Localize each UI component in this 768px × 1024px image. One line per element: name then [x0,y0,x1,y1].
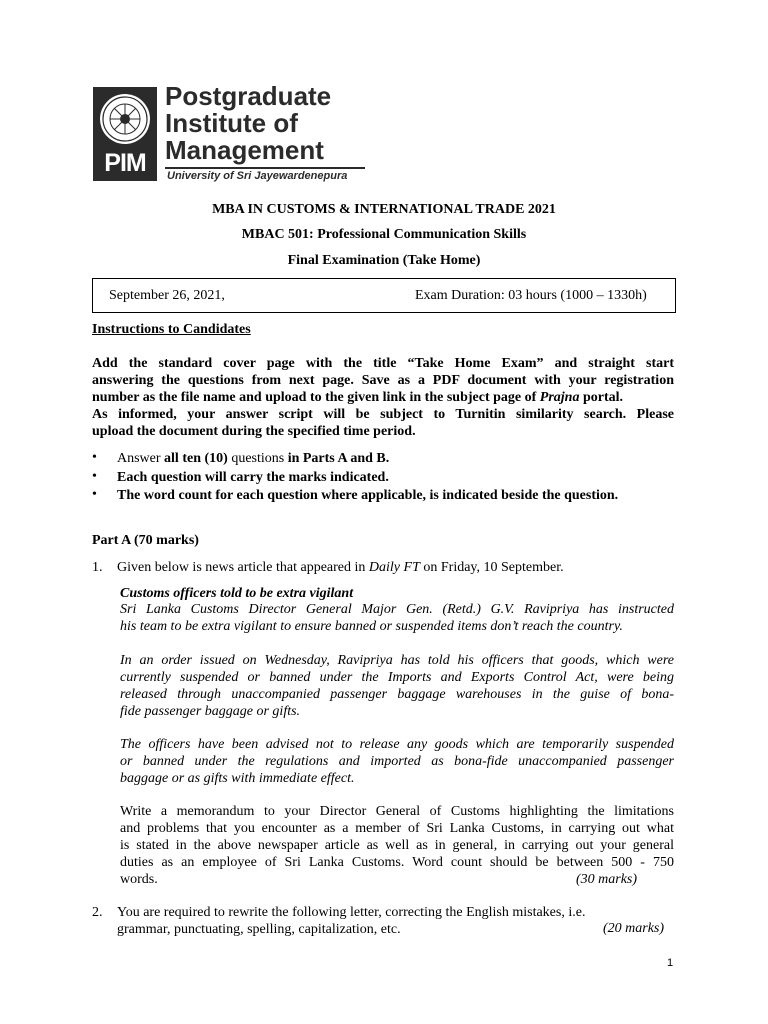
question-2-line: You are required to rewrite the following letter, correcting the English mistakes, i.e. [117,905,586,920]
logo-abbreviation: PIM [104,149,146,177]
part-a-heading: Part A (70 marks) [92,533,199,548]
article-line: released through unaccompanied passenger baggage warehouses in the guise of bona- [120,687,674,702]
question-2-marks: (20 marks) [603,921,665,936]
instructions-heading: Instructions to Candidates [92,322,251,337]
exam-title: Final Examination (Take Home) [287,253,481,268]
institute-logo [93,81,368,183]
bullet-dot: • [92,469,97,484]
question-1-task: words. [120,872,158,887]
exam-duration: Exam Duration: 03 hours (1000 – 1330h) [415,288,647,303]
logo-emblem [93,87,157,181]
question-number: 1. [92,560,103,575]
instruction-bullet: The word count for each question where applicable, is indicated beside the question. [117,488,619,503]
question-2-line: grammar, punctuating, spelling, capitalization, etc. [117,922,401,937]
question-1-task: and problems that you encounter as a member of Sri Lanka Customs, in carrying out what [120,821,674,836]
bullet-dot: • [92,487,97,502]
bullet-dot: • [92,450,97,465]
logo-institute-name: Postgraduate Institute of Management [165,81,332,165]
article-line: or banned under the regulations and imported as bona-fide unaccompanied passenger [120,754,674,769]
question-1-task: is stated in the above newspaper article as well as in general, in carrying out your general [120,838,674,853]
article-line: his team to be extra vigilant to ensure banned or suspended items don’t reach the country. [120,619,623,634]
logo-university: University of Sri Jayewardenepura [167,170,348,182]
question-1-marks: (30 marks) [576,872,638,887]
instructions-line: answering the questions from next page. Save as a PDF document with your registration [92,373,674,388]
question-1-task: duties as an employee of Sri Lanka Customs. Word count should be between 500 - 750 [120,855,674,870]
page-number: 1 [667,957,674,969]
question-1-intro: Given below is news article that appeared in Daily FT on Friday, 10 September. [117,560,564,575]
article-line: Sri Lanka Customs Director General Major Gen. (Retd.) G.V. Ravipriya has instructed [120,602,674,617]
exam-date: September 26, 2021, [109,288,225,303]
instructions-line: Add the standard cover page with the title “Take Home Exam” and straight start [92,356,674,371]
program-title: MBA IN CUSTOMS & INTERNATIONAL TRADE 2021 [212,202,556,217]
logo-divider [165,167,365,169]
article-title: Customs officers told to be extra vigilant [120,586,354,601]
instruction-bullet: Each question will carry the marks indicated. [117,470,389,485]
article-line: In an order issued on Wednesday, Ravipriya has told his officers that goods, which were [120,653,674,668]
exam-date-box [92,278,676,313]
article-line: currently suspended or banned under the Imports and Exports Control Act, were being [120,670,674,685]
article-line: fide passenger baggage or gifts. [120,704,301,719]
instructions-line: number as the file name and upload to the given link in the subject page of Prajna portal. [92,390,624,405]
question-number: 2. [92,905,103,920]
instructions-line: upload the document during the specified time period. [92,424,416,439]
article-line: The officers have been advised not to release any goods which are temporarily suspended [120,737,674,752]
article-line: baggage or as gifts with immediate effect. [120,771,355,786]
instruction-bullet: Answer all ten (10) questions in Parts A and B. [117,451,390,466]
course-title: MBAC 501: Professional Communication Skills [241,227,527,242]
question-1-task: Write a memorandum to your Director General of Customs highlighting the limitations [120,804,674,819]
instructions-line: As informed, your answer script will be subject to Turnitin similarity search. Please [92,407,674,422]
seal-icon [98,92,152,146]
